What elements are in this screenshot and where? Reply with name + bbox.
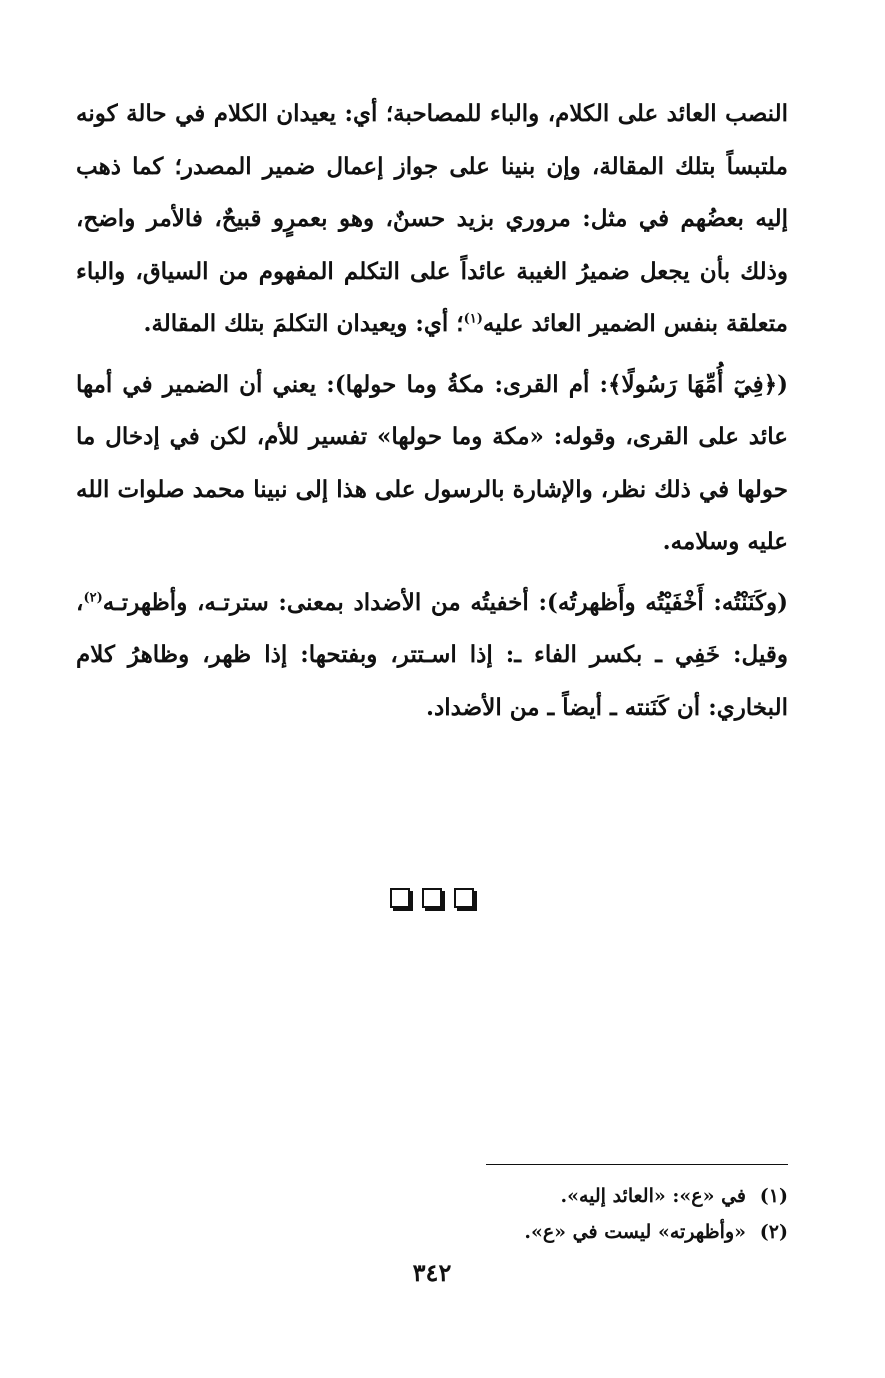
p3-line-1: (وكَنَنْتُه: أَخْفَيْتُه وأَظهرتُه): أخفيتُه من الأضداد بمعنى: سترتـه، [196, 588, 788, 616]
p2-line-4: صلوات الله عليه وسلامه. [76, 475, 788, 555]
separator-square-icon [422, 888, 442, 908]
footnote-2 [76, 1214, 788, 1250]
separator-square-icon [390, 888, 410, 908]
book-page [76, 88, 788, 1378]
footnote-text: «وأظهرته» ليست في «ع». [524, 1221, 746, 1243]
p2-line-3: إدخال ما حولها في ذلك نظر، والإشارة بالرسول على هذا إلى نبينا محمد [76, 423, 788, 503]
paragraph-1 [76, 88, 788, 351]
footnote-divider [486, 1164, 788, 1165]
p1-line-1: النصب العائد على الكلام، والباء للمصاحبة؛ أي: يعيدان الكلام في حالة [126, 100, 788, 127]
page-number: ٣٤٢ [412, 1258, 452, 1287]
section-separator [76, 888, 788, 908]
footnote-text: في «ع»: «العائد إليه». [560, 1185, 746, 1207]
p1-line-3: ذهب إليه بعضُهم في مثل: مروري بزيد حسنٌ، وهو بعمرٍو قبيحٌ، فالأمر [76, 152, 788, 232]
p3-line-2b: ، وقيل: خَفِي ـ بكسر الفاء ـ: إذا اسـتتر، وبفتحها: إذا ظهر، [76, 588, 789, 668]
quran-bracket-close: ﴾ [608, 370, 622, 398]
p3-line-2a: وأظهرتـه [102, 588, 188, 616]
p1-line-5a: السياق، والباء متعلقة بنفس الضمير العائد عليه [76, 257, 788, 337]
footnote-number: (١) [759, 1185, 788, 1207]
p1-line-5b: ؛ أي: ويعيدان التكلمَ [272, 310, 464, 337]
p1-line-2: كونه ملتبساً بتلك المقالة، وإن بنينا على جواز إعمال ضمير المصدر؛ كما [76, 100, 788, 180]
footnotes [76, 1178, 788, 1250]
p1-line-4: واضح، وذلك بأن يجعل ضميرُ الغيبة عائداً على التكلم المفهوم من [76, 205, 788, 285]
p2-line-1: : أم القرى: مكةُ وما حولها): يعني أن الضمير [162, 370, 609, 398]
footnote-ref-2[interactable]: (٢) [83, 589, 103, 605]
p2-line-2: في أمها عائد على القرى، وقوله: «مكة وما حولها» تفسير للأم، لكن في [76, 370, 788, 450]
quran-bracket-open: (﴿ [763, 370, 788, 398]
footnote-1 [76, 1178, 788, 1214]
p3-line-3: وظاهرُ كلام البخاري: أن كَنَنته ـ أيضاً ـ من الأضداد. [76, 641, 788, 721]
quran-verse: فِيٓ أُمِّهَا رَسُولًا [621, 370, 764, 398]
separator-square-icon [454, 888, 474, 908]
footnote-ref-1[interactable]: (١) [463, 311, 483, 327]
p1-line-6: بتلك المقالة. [143, 310, 265, 337]
footnote-number: (٢) [759, 1221, 788, 1243]
paragraph-2 [76, 359, 788, 569]
paragraph-3 [76, 577, 788, 735]
